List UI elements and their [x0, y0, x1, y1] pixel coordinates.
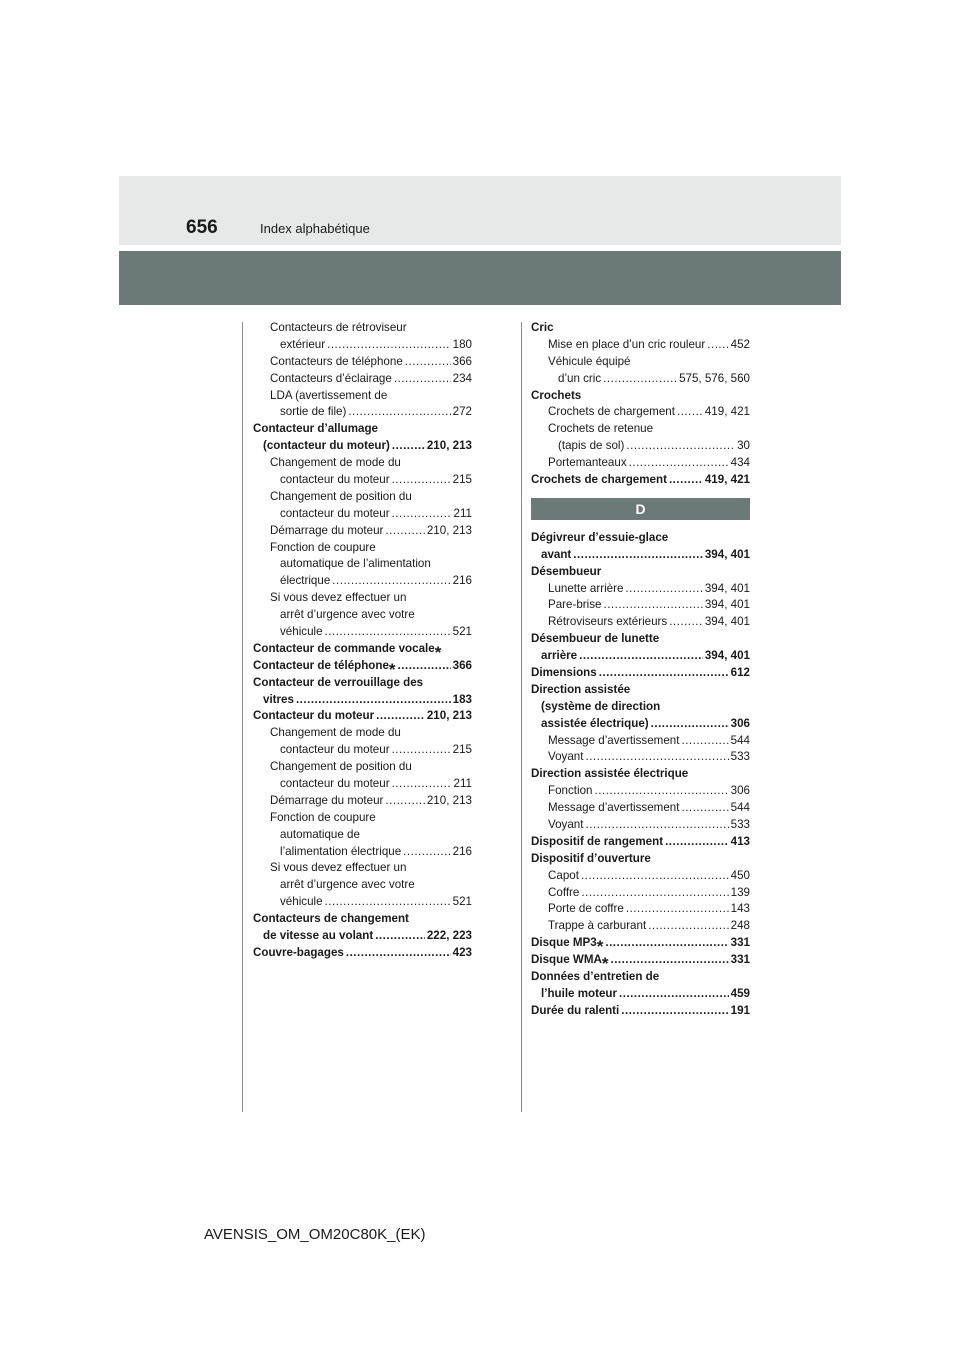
index-entry — [531, 834, 750, 851]
dot-leader — [707, 337, 728, 354]
index-entry — [253, 354, 472, 371]
dot-leader — [599, 665, 729, 682]
index-entry — [253, 573, 472, 590]
dot-leader — [403, 844, 450, 861]
index-entry — [253, 692, 472, 709]
index-entry-text: contacteur du moteur — [280, 743, 390, 757]
index-entry-text: Coffre — [548, 885, 580, 899]
index-entry-text: sortie de file) — [280, 405, 347, 419]
index-entry-text: Véhicule équipé — [548, 354, 631, 368]
dot-leader — [603, 371, 677, 388]
index-entry-text: Dispositif de rangement — [531, 834, 664, 848]
index-entry-text: Changement de position du — [270, 760, 412, 774]
dot-leader — [585, 817, 728, 834]
dot-leader — [376, 708, 425, 725]
index-entry — [531, 388, 750, 405]
index-entry-page: 544 — [730, 801, 750, 815]
index-entry — [253, 877, 472, 894]
index-entry — [531, 354, 750, 371]
dot-leader — [394, 371, 451, 388]
dot-leader — [385, 523, 424, 540]
dot-leader — [629, 455, 729, 472]
dot-leader — [585, 749, 728, 766]
index-entry — [253, 861, 472, 878]
index-entry — [253, 506, 472, 523]
index-entry-page: 394, 401 — [704, 615, 750, 629]
index-entry-text: Fonction de coupure — [270, 540, 376, 554]
index-entry-text: Fonction de coupure — [270, 810, 376, 824]
index-entry — [531, 564, 750, 581]
index-entry-text: Message d’avertissement — [548, 801, 680, 815]
index-entry-text: Crochets de chargement — [548, 405, 675, 419]
index-entry-text: LDA (avertissement de — [270, 388, 388, 402]
index-column-right — [531, 320, 750, 1020]
index-entry-text: Voyant — [548, 818, 584, 832]
index-entry-text: Crochets de retenue — [548, 422, 654, 436]
index-entry-text: Contacteurs de rétroviseur — [270, 320, 407, 334]
index-entry-text: Direction assistée — [531, 682, 631, 696]
index-entry: Disque MP3 * ..... 331 — [531, 935, 750, 952]
index-entry-page: 210, 213 — [426, 523, 472, 537]
index-entry — [253, 556, 472, 573]
dot-leader — [296, 692, 451, 709]
index-entry-page: 234 — [452, 371, 472, 385]
dot-leader — [626, 438, 735, 455]
index-entry-text: Rétroviseurs extérieurs — [548, 615, 668, 629]
index-entry — [253, 945, 472, 962]
index-entry-page: 459 — [730, 986, 750, 1000]
index-entry — [531, 631, 750, 648]
index-entry-text: automatique de l’alimentation — [280, 557, 431, 571]
index-entry — [531, 665, 750, 682]
index-entry — [531, 969, 750, 986]
dot-leader — [392, 472, 451, 489]
index-entry — [531, 868, 750, 885]
index-column-left — [253, 320, 472, 962]
index-entry-text: avant — [541, 547, 572, 561]
page-number: 656 — [186, 217, 218, 238]
dot-leader — [665, 834, 729, 851]
index-entry — [531, 455, 750, 472]
index-entry-page: 452 — [730, 337, 750, 351]
index-entry-text: arrêt d’urgence avec votre — [280, 878, 415, 892]
index-entry-text: Porte de coffre — [548, 902, 624, 916]
dot-leader — [325, 624, 451, 641]
index-entry — [531, 716, 750, 733]
index-entry — [531, 547, 750, 564]
index-entry — [253, 590, 472, 607]
dot-leader — [325, 894, 451, 911]
index-entry-text: Capot — [548, 868, 579, 882]
index-entry-page: 216 — [452, 574, 472, 588]
dot-leader — [579, 648, 703, 665]
index-entry-page: 450 — [730, 868, 750, 882]
dot-leader — [392, 506, 452, 523]
index-entry-text: d’un cric — [558, 371, 602, 385]
index-entry-page: 248 — [730, 919, 750, 933]
index-entry-page: 306 — [730, 784, 750, 798]
dot-leader — [619, 986, 729, 1003]
dot-leader — [681, 800, 728, 817]
index-entry-text: Contacteur du moteur — [253, 709, 375, 723]
section-title: Index alphabétique — [260, 221, 370, 236]
index-entry-page: 533 — [730, 818, 750, 832]
dot-leader — [392, 742, 451, 759]
index-entry — [531, 986, 750, 1003]
column-rule-middle — [521, 322, 522, 1112]
index-entry-page: 366 — [452, 354, 472, 368]
index-entry — [253, 421, 472, 438]
index-entry-text: Contacteur de commande vocale — [253, 641, 435, 655]
index-entry-page: 394, 401 — [704, 581, 750, 595]
dot-leader — [594, 783, 728, 800]
dot-leader — [610, 952, 728, 969]
index-entry-page: 394, 401 — [704, 598, 750, 612]
index-entry — [253, 675, 472, 692]
index-entry — [253, 523, 472, 540]
index-entry-text: Si vous devez effectuer un — [270, 591, 407, 605]
index-entry-text: Désembueur — [531, 564, 602, 578]
index-entry-text: Dimensions — [531, 666, 597, 680]
index-entry-page: 210, 213 — [426, 793, 472, 807]
dot-leader — [346, 945, 451, 962]
index-entry-text: assistée électrique) — [541, 716, 649, 730]
index-entry-page: 216 — [452, 844, 472, 858]
index-entry-text: Contacteur de téléphone — [253, 658, 389, 672]
index-entry-text: Démarrage du moteur — [270, 523, 384, 537]
index-entry-page: 423 — [452, 945, 472, 959]
document-code: AVENSIS_OM_OM20C80K_(EK) — [204, 1226, 426, 1243]
index-entry — [253, 371, 472, 388]
dot-leader — [681, 733, 728, 750]
index-entry-page: 211 — [453, 506, 472, 520]
index-entry — [253, 438, 472, 455]
index-entry-text: Couvre-bagages — [253, 945, 344, 959]
index-entry — [531, 614, 750, 631]
index-entry-text: Contacteurs de téléphone — [270, 354, 403, 368]
dot-leader — [581, 868, 729, 885]
index-entry-page: 306 — [730, 716, 750, 730]
index-entry — [253, 489, 472, 506]
index-entry — [253, 894, 472, 911]
index-entry-text: Contacteur d’allumage — [253, 422, 378, 436]
index-entry-text: contacteur du moteur — [280, 506, 390, 520]
index-entry-page: 139 — [730, 885, 750, 899]
index-entry-page: 544 — [730, 733, 750, 747]
index-entry-page: 210, 213 — [426, 709, 472, 723]
section-letter: D — [635, 500, 646, 517]
dot-leader — [573, 547, 703, 564]
index-entry-text: (contacteur du moteur) — [263, 439, 390, 453]
index-entry — [531, 597, 750, 614]
index-entry-text: l’alimentation électrique — [280, 844, 402, 858]
index-entry-text: Portemanteaux — [548, 456, 627, 470]
dot-leader — [332, 573, 450, 590]
index-entry-page: 575, 576, 560 — [679, 371, 750, 385]
index-entry — [253, 337, 472, 354]
index-entry — [531, 783, 750, 800]
index-entry — [531, 682, 750, 699]
index-entry — [531, 851, 750, 868]
index-group-d — [531, 530, 750, 1020]
index-entry-text: véhicule — [280, 625, 323, 639]
index-entry — [253, 607, 472, 624]
index-entry-page: 419, 421 — [704, 473, 750, 486]
header-band — [119, 176, 841, 245]
index-entry-page: 413 — [730, 834, 750, 848]
dot-leader — [581, 885, 728, 902]
index-entry — [253, 793, 472, 810]
index-entry-page: 521 — [452, 625, 472, 639]
index-entry-page: 521 — [452, 895, 472, 909]
index-entry — [253, 388, 472, 405]
index-entry — [531, 918, 750, 935]
dot-leader — [669, 472, 703, 489]
index-entry-text: Mise en place d’un cric rouleur — [548, 337, 706, 351]
index-entry-page: 419, 421 — [704, 405, 750, 419]
index-entry-page: 143 — [730, 902, 750, 916]
index-entry-text: Crochets — [531, 388, 582, 402]
index-entry — [253, 404, 472, 421]
index-entry — [531, 320, 750, 337]
dot-leader — [392, 776, 452, 793]
index-entry-text: Disque WMA — [531, 953, 602, 967]
index-entry-page: 533 — [730, 750, 750, 764]
index-entry-page: 331 — [730, 936, 750, 950]
index-entry-text: Contacteur de verrouillage des — [253, 675, 424, 689]
index-entry-text: Données d’entretien de — [531, 970, 660, 984]
index-entry — [253, 725, 472, 742]
index-entry — [531, 472, 750, 489]
dot-leader — [605, 935, 728, 952]
index-entry — [531, 371, 750, 388]
index-entry-text: extérieur — [280, 337, 326, 351]
dot-leader — [603, 597, 702, 614]
dot-leader — [677, 404, 703, 421]
index-entry-page: 394, 401 — [704, 649, 750, 663]
index-entry-text: Changement de position du — [270, 489, 412, 503]
index-entry-text: vitres — [263, 692, 294, 706]
index-entry-page: 183 — [452, 692, 472, 706]
index-entry — [253, 810, 472, 827]
index-entry — [253, 827, 472, 844]
header-dark-band — [119, 251, 841, 305]
index-entry — [531, 699, 750, 716]
index-entry-text: Fonction — [548, 784, 593, 798]
index-entry — [531, 581, 750, 598]
index-entry-page: 210, 213 — [426, 439, 472, 453]
index-entry — [531, 530, 750, 547]
index-entry-text: Cric — [531, 320, 554, 334]
index-entry-text: Changement de mode du — [270, 726, 401, 740]
dot-leader — [405, 354, 451, 371]
dot-leader — [626, 901, 729, 918]
index-entry — [531, 902, 750, 919]
index-entry-page: 215 — [452, 473, 472, 486]
index-entry-text: de vitesse au volant — [263, 929, 374, 943]
index-entry — [531, 749, 750, 766]
dot-leader — [327, 337, 451, 354]
index-entry-text: (système de direction — [541, 699, 661, 713]
index-entry-text: Disque MP3 — [531, 936, 597, 950]
index-entry-text: Lunette arrière — [548, 581, 624, 595]
index-entry — [531, 1003, 750, 1020]
index-entry-text: Changement de mode du — [270, 456, 401, 470]
index-entry — [531, 733, 750, 750]
index-entry-page: 434 — [730, 456, 750, 470]
index-entry-text: Durée du ralenti — [531, 1003, 620, 1017]
dot-leader — [348, 404, 450, 421]
index-entry-page: 366 — [452, 658, 472, 672]
section-letter-bar — [531, 498, 750, 520]
index-entry — [531, 404, 750, 421]
index-entry-text: Direction assistée électrique — [531, 767, 689, 781]
index-entry — [531, 800, 750, 817]
index-entry-text: Dégivreur d’essuie-glace — [531, 530, 669, 544]
index-entry — [253, 928, 472, 945]
index-entry-page: 331 — [730, 953, 750, 967]
index-entry-text: Contacteurs de changement — [253, 912, 409, 926]
index-entry-page: 30 — [737, 439, 750, 453]
index-entry-page: 211 — [453, 777, 472, 791]
index-entry — [253, 624, 472, 641]
index-entry — [253, 911, 472, 928]
index-entry-page: 612 — [730, 666, 750, 680]
column-rule-left — [242, 322, 243, 1112]
index-entry-text: Démarrage du moteur — [270, 793, 384, 807]
dot-leader — [375, 928, 425, 945]
index-entry-text: Si vous devez effectuer un — [270, 861, 407, 875]
index-entry: Disque WMA * ..... 331 — [531, 952, 750, 969]
index-entry — [531, 766, 750, 783]
index-entry-page: 180 — [452, 337, 472, 351]
index-entry-text: Contacteurs d’éclairage — [270, 371, 392, 385]
index-entry-text: Dispositif d’ouverture — [531, 851, 651, 865]
dot-leader — [625, 581, 702, 598]
index-entry-text: Crochets de chargement — [531, 473, 667, 486]
dot-leader — [398, 658, 451, 675]
index-entry-text: arrêt d’urgence avec votre — [280, 608, 415, 622]
index-entry — [531, 885, 750, 902]
index-entry — [253, 844, 472, 861]
dot-leader — [392, 438, 425, 455]
index-entry — [253, 708, 472, 725]
index-entry — [253, 540, 472, 557]
index-entry-text: automatique de — [280, 827, 360, 841]
index-entry-text: Désembueur de lunette — [531, 632, 660, 646]
index-entry — [531, 337, 750, 354]
index-entry-text: l’huile moteur — [541, 986, 618, 1000]
index-entry: Contacteur de commande vocale * — [253, 641, 442, 662]
dot-leader — [385, 793, 424, 810]
index-entry-text: véhicule — [280, 895, 323, 909]
index-entry-text: Voyant — [548, 750, 584, 764]
index-entry — [531, 438, 750, 455]
index-entry — [253, 776, 472, 793]
index-entry — [253, 472, 472, 489]
dot-leader — [669, 614, 703, 631]
index-entry — [531, 421, 750, 438]
index-entry — [253, 759, 472, 776]
index-entry-page: 215 — [452, 743, 472, 757]
index-entry-text: électrique — [280, 574, 331, 588]
index-entry-page: 191 — [730, 1003, 750, 1017]
index-entry-text: Trappe à carburant — [548, 919, 647, 933]
index-entry — [531, 817, 750, 834]
index-entry-text: (tapis de sol) — [558, 439, 625, 453]
index-entry: Contacteur de téléphone * ..... 366 — [253, 658, 472, 675]
index-group-c — [531, 320, 750, 489]
dot-leader — [621, 1003, 728, 1020]
dot-leader — [648, 918, 728, 935]
index-entry-text: contacteur du moteur — [280, 777, 390, 791]
index-entry-text: Message d’avertissement — [548, 733, 680, 747]
index-entry-text: contacteur du moteur — [280, 473, 390, 486]
index-entry-text: Pare-brise — [548, 598, 602, 612]
index-entry — [253, 455, 472, 472]
index-entry-page: 394, 401 — [704, 547, 750, 561]
index-entry — [253, 742, 472, 759]
index-entry-page: 222, 223 — [426, 929, 472, 943]
index-entry — [253, 320, 472, 337]
dot-leader — [651, 716, 729, 733]
index-entry-text: arrière — [541, 649, 578, 663]
index-entry-page: 272 — [452, 405, 472, 419]
index-entry — [531, 648, 750, 665]
